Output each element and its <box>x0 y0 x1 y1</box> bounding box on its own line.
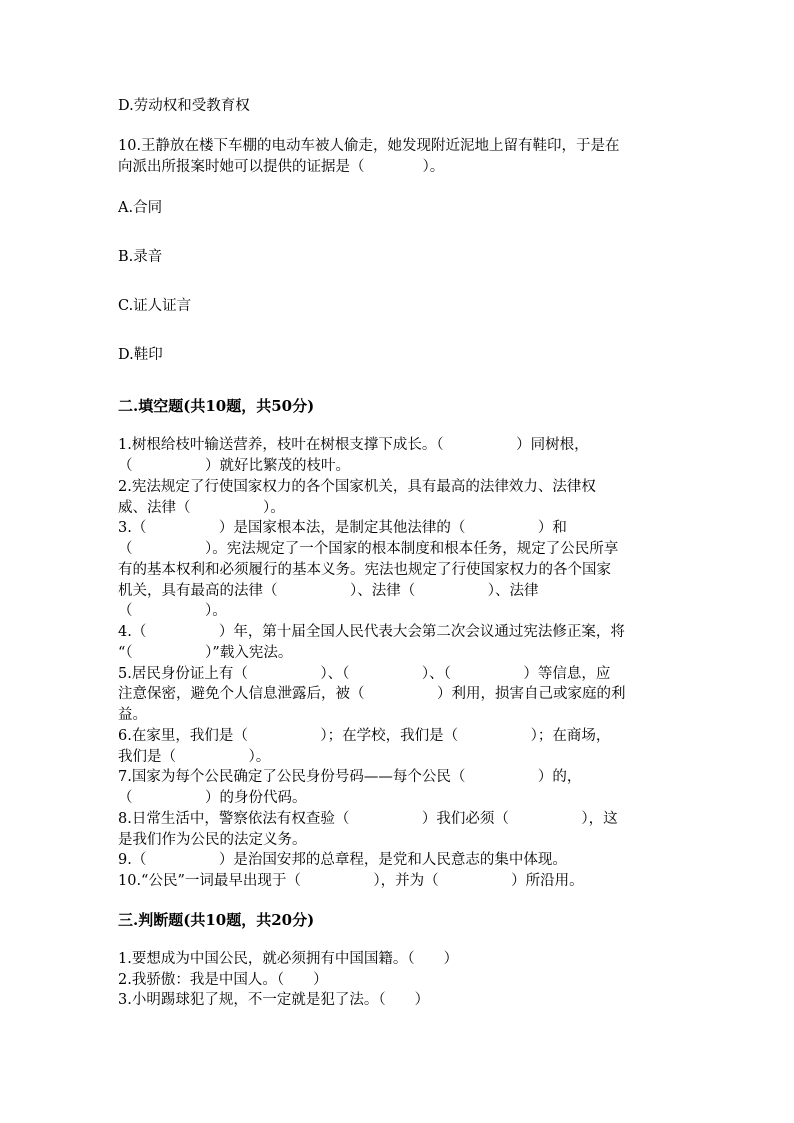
section2-line: 8.日常生活中，警察依法有权查验（ ）我们必须（ ），这 <box>118 811 618 827</box>
q10-option-c: C.证人证言 <box>118 298 192 314</box>
section2-line: （ ）就好比繁茂的枝叶。 <box>118 458 350 474</box>
section2-line: 益。 <box>118 707 147 723</box>
section2-heading: 二.填空题(共10题，共50分) <box>118 397 315 415</box>
section2-line: 5.居民身份证上有（ ）、（ ）、（ ）等信息，应 <box>118 666 611 682</box>
q10-option-a: A.合同 <box>118 200 163 216</box>
q10-stem-line2: 向派出所报案时她可以提供的证据是（ ）。 <box>118 159 445 175</box>
section3-line: 3.小明踢球犯了规，不一定就是犯了法。（ ） <box>118 992 430 1008</box>
section2-line: 7.国家为每个公民确定了公民身份号码——每个公民（ ）的， <box>118 769 582 785</box>
section2-line: 9.（ ）是治国安邦的总章程，是党和人民意志的集中体现。 <box>118 852 567 868</box>
section2-line: 是我们作为公民的法定义务。 <box>118 832 307 848</box>
section2-line: （ ）。宪法规定了一个国家的根本制度和根本任务，规定了公民所享 <box>118 541 619 557</box>
section2-line: （ ）的身份代码。 <box>118 790 307 806</box>
q10-option-b: B.录音 <box>118 249 163 265</box>
q10-option-d: D.鞋印 <box>118 347 163 363</box>
section2-line: “（ ）”载入宪法。 <box>118 645 293 661</box>
section2-line: 2.宪法规定了行使国家权力的各个国家机关，具有最高的法律效力、法律权 <box>118 479 596 495</box>
q10-stem-line1: 10.王静放在楼下车棚的电动车被人偷走，她发现附近泥地上留有鞋印，于是在 <box>118 138 620 154</box>
section2-line: 3.（ ）是国家根本法，是制定其他法律的（ ）和 <box>118 520 567 536</box>
section2-line: 6.在家里，我们是（ ）；在学校，我们是（ ）；在商场， <box>118 728 611 744</box>
section3-heading: 三.判断题(共10题，共20分) <box>118 911 315 929</box>
section2-line: （ ）。 <box>118 603 227 619</box>
q9-option-d: D.劳动权和受教育权 <box>118 98 250 114</box>
section2-line: 威、法律（ ）。 <box>118 500 285 516</box>
section2-line: 有的基本权利和必须履行的基本义务。宪法也规定了行使国家权力的各个国家 <box>118 562 611 578</box>
section2-line: 1.树根给枝叶输送营养，枝叶在树根支撑下成长。（ ）同树根， <box>118 437 589 453</box>
section3-line: 2.我骄傲：我是中国人。（ ） <box>118 972 328 988</box>
section2-line: 机关，具有最高的法律（ ）、法律（ ）、法律 <box>118 583 539 599</box>
section2-line: 4.（ ）年，第十届全国人民代表大会第二次会议通过宪法修正案，将 <box>118 624 625 640</box>
section2-line: 10.“公民”一词最早出现于（ ），并为（ ）所沿用。 <box>118 873 584 889</box>
section2-line: 注意保密，避免个人信息泄露后，被（ ）利用，损害自己或家庭的利 <box>118 686 626 702</box>
section2-line: 我们是（ ）。 <box>118 749 271 765</box>
section3-line: 1.要想成为中国公民，就必须拥有中国国籍。（ ） <box>118 951 459 967</box>
